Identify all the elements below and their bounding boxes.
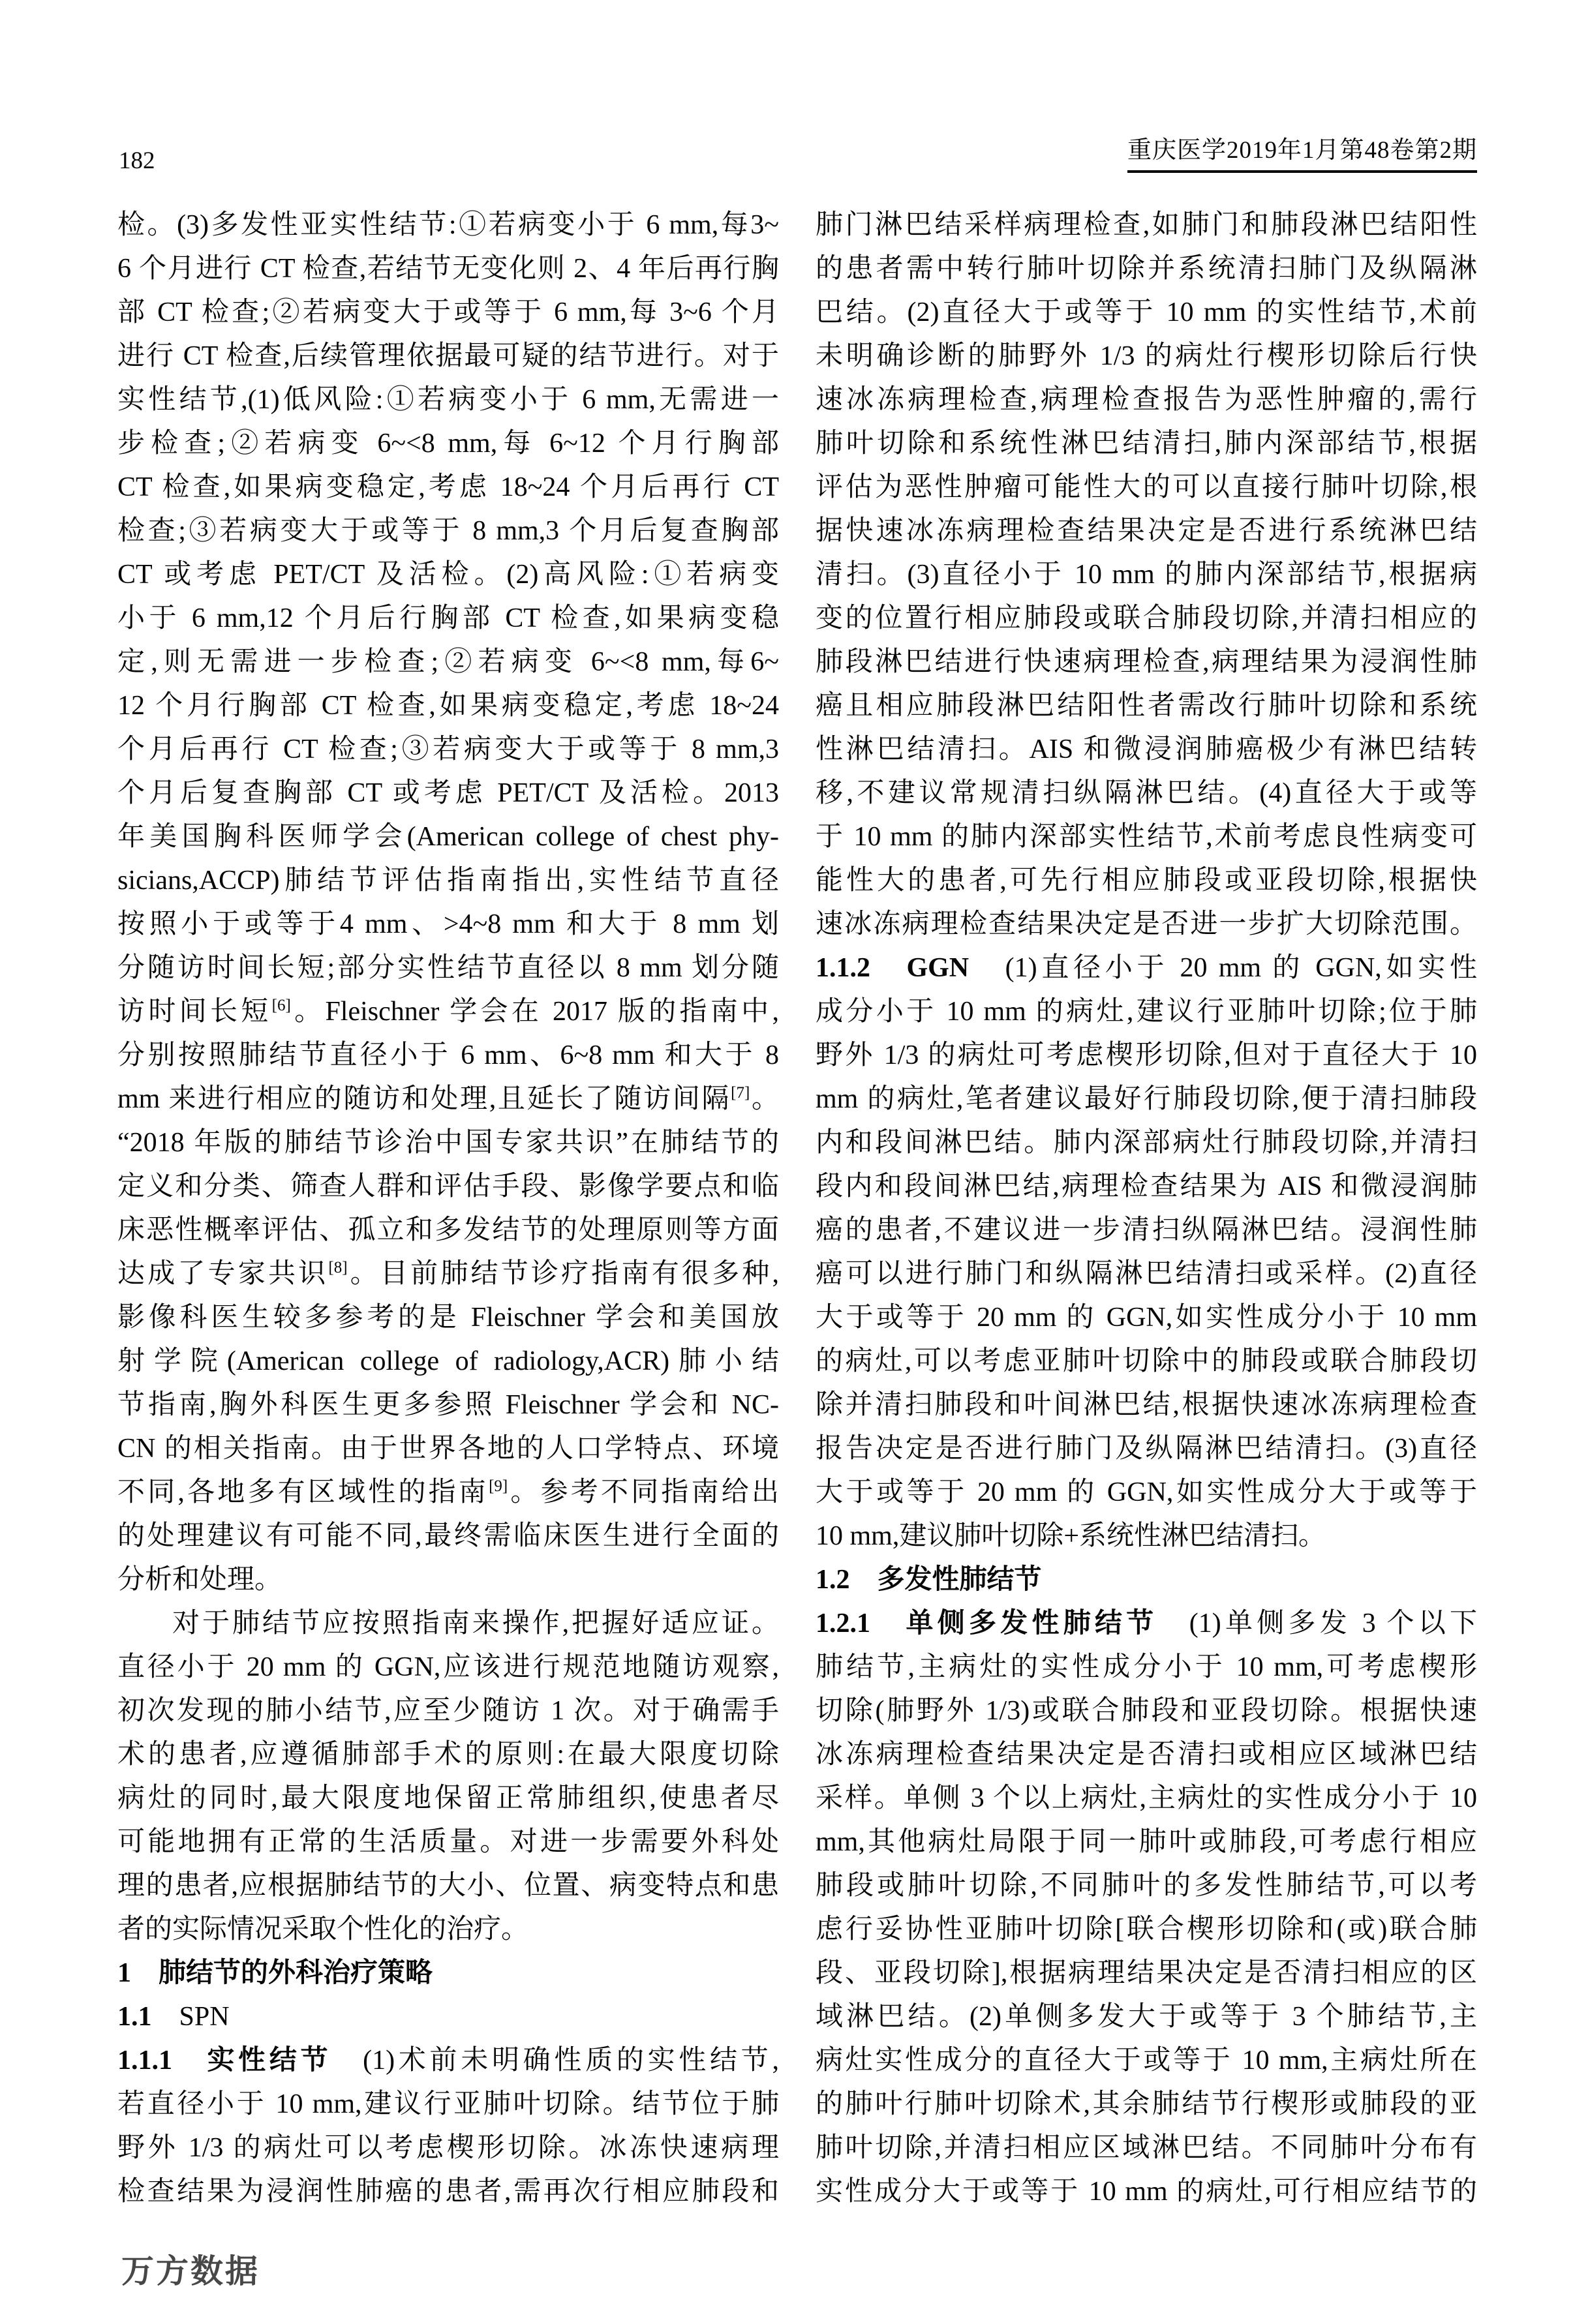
text-line: 小于 6 mm,12 个月后行胸部 CT 检查,如果病变稳 <box>117 603 779 633</box>
text-line: 影像科医生较多参考的是 Fleischner 学会和美国放 <box>117 1303 779 1333</box>
text-line: 达成了专家共识[8]。目前肺结节诊疗指南有很多种, <box>117 1259 779 1289</box>
text-line: 内和段间淋巴结。肺内深部病灶行肺段切除,并清扫 <box>816 1128 1477 1158</box>
text-line: 肺叶切除,并清扫相应区域淋巴结。不同肺叶分布有 <box>816 2133 1477 2163</box>
text-line: 癌可以进行肺门和纵隔淋巴结清扫或采样。(2)直径 <box>816 1259 1477 1289</box>
column-right <box>816 204 1477 2214</box>
text-line: 6 个月进行 CT 检查,若结节无变化则 2、4 年后再行胸 <box>117 254 779 284</box>
text-line: 速冰冻病理检查结果决定是否进一步扩大切除范围。 <box>816 909 1477 939</box>
text-line: 成分小于 10 mm 的病灶,建议行亚肺叶切除;位于肺 <box>816 997 1477 1027</box>
text-line: 域淋巴结。(2)单侧多发大于或等于 3 个肺结节,主 <box>816 2002 1477 2032</box>
text-line: 初次发现的肺小结节,应至少随访 1 次。对于确需手 <box>117 1696 779 1726</box>
text-line: 癌的患者,不建议进一步清扫纵隔淋巴结。浸润性肺 <box>816 1215 1477 1245</box>
text-line: 大于或等于 20 mm 的 GGN,如实性成分小于 10 mm <box>816 1303 1477 1333</box>
text-line: 清扫。(3)直径小于 10 mm 的肺内深部结节,根据病 <box>816 560 1477 590</box>
subsection-heading: 1.1 SPN <box>117 2002 230 2032</box>
text-line: 直径小于 20 mm 的 GGN,应该进行规范地随访观察, <box>117 1652 779 1682</box>
text-line: 访时间长短[6]。Fleischner 学会在 2017 版的指南中, <box>117 997 779 1027</box>
text-line: 虑行妥协性亚肺叶切除[联合楔形切除和(或)联合肺 <box>816 1914 1477 1944</box>
text-line: 评估为恶性肿瘤可能性大的可以直接行肺叶切除,根 <box>816 472 1477 502</box>
text-line: 病灶的同时,最大限度地保留正常肺组织,使患者尽 <box>117 1783 779 1813</box>
text-line: 巴结。(2)直径大于或等于 10 mm 的实性结节,术前 <box>816 297 1477 327</box>
text-line: 采样。单侧 3 个以上病灶,主病灶的实性成分小于 10 <box>816 1783 1477 1813</box>
text-line: 定,则无需进一步检查;②若病变 6~<8 mm,每6~ <box>117 647 779 677</box>
text-line: 理的患者,应根据肺结节的大小、位置、病变特点和患 <box>117 1871 779 1901</box>
text-line: 能性大的患者,可先行相应肺段或亚段切除,根据快 <box>816 866 1477 896</box>
subsubsection-heading: 1.2.1 单侧多发性肺结节 (1)单侧多发 3 个以下 <box>816 1608 1477 1638</box>
text-line: 移,不建议常规清扫纵隔淋巴结。(4)直径大于或等 <box>816 778 1477 808</box>
text-line: 未明确诊断的肺野外 1/3 的病灶行楔形切除后行快 <box>816 341 1477 371</box>
text-line: 实性结节,(1)低风险:①若病变小于 6 mm,无需进一 <box>117 385 779 415</box>
text-line: 者的实际情况采取个性化的治疗。 <box>117 1914 529 1944</box>
text-line: 的肺叶行肺叶切除术,其余肺结节行楔形或肺段的亚 <box>816 2089 1477 2119</box>
text-line: 部 CT 检查;②若病变大于或等于 6 mm,每 3~6 个月 <box>117 297 779 327</box>
text-line: 进行 CT 检查,后续管理依据最可疑的结节进行。对于 <box>117 341 779 371</box>
text-line: 速冰冻病理检查,病理检查报告为恶性肿瘤的,需行 <box>816 385 1477 415</box>
text-line: sicians,ACCP)肺结节评估指南指出,实性结节直径 <box>117 866 779 896</box>
text-line: 报告决定是否进行肺门及纵隔淋巴结清扫。(3)直径 <box>816 1434 1477 1464</box>
text-line: 变的位置行相应肺段或联合肺段切除,并清扫相应的 <box>816 603 1477 633</box>
text-line: 野外 1/3 的病灶可考虑楔形切除,但对于直径大于 10 <box>816 1040 1477 1070</box>
text-line: 段、亚段切除],根据病理结果决定是否清扫相应的区 <box>816 1958 1477 1988</box>
text-line: 个月后复查胸部 CT 或考虑 PET/CT 及活检。2013 <box>117 778 779 808</box>
text-line: 不同,各地多有区域性的指南[9]。参考不同指南给出 <box>117 1477 779 1507</box>
text-line: 检查;③若病变大于或等于 8 mm,3 个月后复查胸部 <box>117 516 779 546</box>
text-line: 若直径小于 10 mm,建议行亚肺叶切除。结节位于肺 <box>117 2089 779 2119</box>
text-line: 的患者需中转行肺叶切除并系统清扫肺门及纵隔淋 <box>816 254 1477 284</box>
text-line: “2018 年版的肺结节诊治中国专家共识”在肺结节的 <box>117 1128 779 1158</box>
watermark: 万方数据 <box>121 2253 260 2289</box>
text-line: 段内和段间淋巴结,病理检查结果为 AIS 和微浸润肺 <box>816 1171 1477 1201</box>
text-line: 分随访时间长短;部分实性结节直径以 8 mm 划分随 <box>117 953 779 983</box>
page-header <box>119 138 1477 173</box>
text-line: 分析和处理。 <box>117 1565 282 1595</box>
text-line: 病灶实性成分的直径大于或等于 10 mm,主病灶所在 <box>816 2045 1477 2075</box>
text-line: 的处理建议有可能不同,最终需临床医生进行全面的 <box>117 1521 779 1551</box>
text-line: 年美国胸科医师学会(American college of chest phy- <box>117 822 779 852</box>
text-line: 个月后再行 CT 检查;③若病变大于或等于 8 mm,3 <box>117 734 779 764</box>
text-line: 节指南,胸外科医生更多参照 Fleischner 学会和 NC- <box>117 1390 779 1420</box>
text-line: CT 检查,如果病变稳定,考虑 18~24 个月后再行 CT <box>117 472 779 502</box>
text-line: 对于肺结节应按照指南来操作,把握好适应证。 <box>172 1608 779 1638</box>
journal-title: 重庆医学2019年1月第48卷第2期 <box>1127 138 1477 173</box>
text-line: 据快速冰冻病理检查结果决定是否进行系统淋巴结 <box>816 516 1477 546</box>
text-line: 于 10 mm 的肺内深部实性结节,术前考虑良性病变可 <box>816 822 1477 852</box>
text-line: 步检查;②若病变 6~<8 mm,每 6~12 个月行胸部 <box>117 429 779 459</box>
text-line: 10 mm,建议肺叶切除+系统性淋巴结清扫。 <box>816 1521 1326 1551</box>
text-line: 肺结节,主病灶的实性成分小于 10 mm,可考虑楔形 <box>816 1652 1477 1682</box>
text-line: 按照小于或等于4 mm、>4~8 mm 和大于 8 mm 划 <box>117 909 779 939</box>
text-line: CN 的相关指南。由于世界各地的人口学特点、环境 <box>117 1434 779 1464</box>
text-line: 切除(肺野外 1/3)或联合肺段和亚段切除。根据快速 <box>816 1696 1477 1726</box>
text-line: 可能地拥有正常的生活质量。对进一步需要外科处 <box>117 1827 779 1857</box>
text-line: 床恶性概率评估、孤立和多发结节的处理原则等方面 <box>117 1215 779 1245</box>
text-line: 大于或等于 20 mm 的 GGN,如实性成分大于或等于 <box>816 1477 1477 1507</box>
page-number: 182 <box>119 147 155 174</box>
text-line: 的病灶,可以考虑亚肺叶切除中的肺段或联合肺段切 <box>816 1346 1477 1376</box>
text-line: 12 个月行胸部 CT 检查,如果病变稳定,考虑 18~24 <box>117 691 779 721</box>
text-line: 定义和分类、筛查人群和评估手段、影像学要点和临 <box>117 1171 779 1201</box>
subsubsection-heading: 1.1.2 GGN (1)直径小于 20 mm 的 GGN,如实性 <box>816 953 1477 983</box>
text-line: CT 或考虑 PET/CT 及活检。(2)高风险:①若病变 <box>117 560 779 590</box>
text-line: mm 的病灶,笔者建议最好行肺段切除,便于清扫肺段 <box>816 1084 1477 1114</box>
text-line: 检查结果为浸润性肺癌的患者,需再次行相应肺段和 <box>117 2177 779 2207</box>
text-line: 除并清扫肺段和叶间淋巴结,根据快速冰冻病理检查 <box>816 1390 1477 1420</box>
text-line: mm,其他病灶局限于同一肺叶或肺段,可考虑行相应 <box>816 1827 1477 1857</box>
text-line: 肺段淋巴结进行快速病理检查,病理结果为浸润性肺 <box>816 647 1477 677</box>
text-line: mm 来进行相应的随访和处理,且延长了随访间隔[7]。 <box>117 1084 779 1114</box>
text-line: 性淋巴结清扫。AIS 和微浸润肺癌极少有淋巴结转 <box>816 734 1477 764</box>
text-line: 术的患者,应遵循肺部手术的原则:在最大限度切除 <box>117 1740 779 1770</box>
text-line: 肺段或肺叶切除,不同肺叶的多发性肺结节,可以考 <box>816 1871 1477 1901</box>
text-line: 冰冻病理检查结果决定是否清扫或相应区域淋巴结 <box>816 1740 1477 1770</box>
text-line: 分别按照肺结节直径小于 6 mm、6~8 mm 和大于 8 <box>117 1040 779 1070</box>
text-line: 肺叶切除和系统性淋巴结清扫,肺内深部结节,根据 <box>816 429 1477 459</box>
section-heading: 1 肺结节的外科治疗策略 <box>117 1958 433 1988</box>
subsubsection-heading: 1.1.1 实性结节 (1)术前未明确性质的实性结节, <box>117 2045 779 2075</box>
text-line: 野外 1/3 的病灶可以考虑楔形切除。冰冻快速病理 <box>117 2133 779 2163</box>
subsection-heading: 1.2 多发性肺结节 <box>816 1565 1042 1595</box>
text-line: 射学院(American college of radiology,ACR)肺小结 <box>117 1346 779 1376</box>
text-line: 癌且相应肺段淋巴结阳性者需改行肺叶切除和系统 <box>816 691 1477 721</box>
text-line: 实性成分大于或等于 10 mm 的病灶,可行相应结节的 <box>816 2177 1477 2207</box>
text-line: 检。(3)多发性亚实性结节:①若病变小于 6 mm,每3~ <box>117 210 779 240</box>
text-line: 肺门淋巴结采样病理检查,如肺门和肺段淋巴结阳性 <box>816 210 1477 240</box>
column-left <box>117 204 779 2214</box>
